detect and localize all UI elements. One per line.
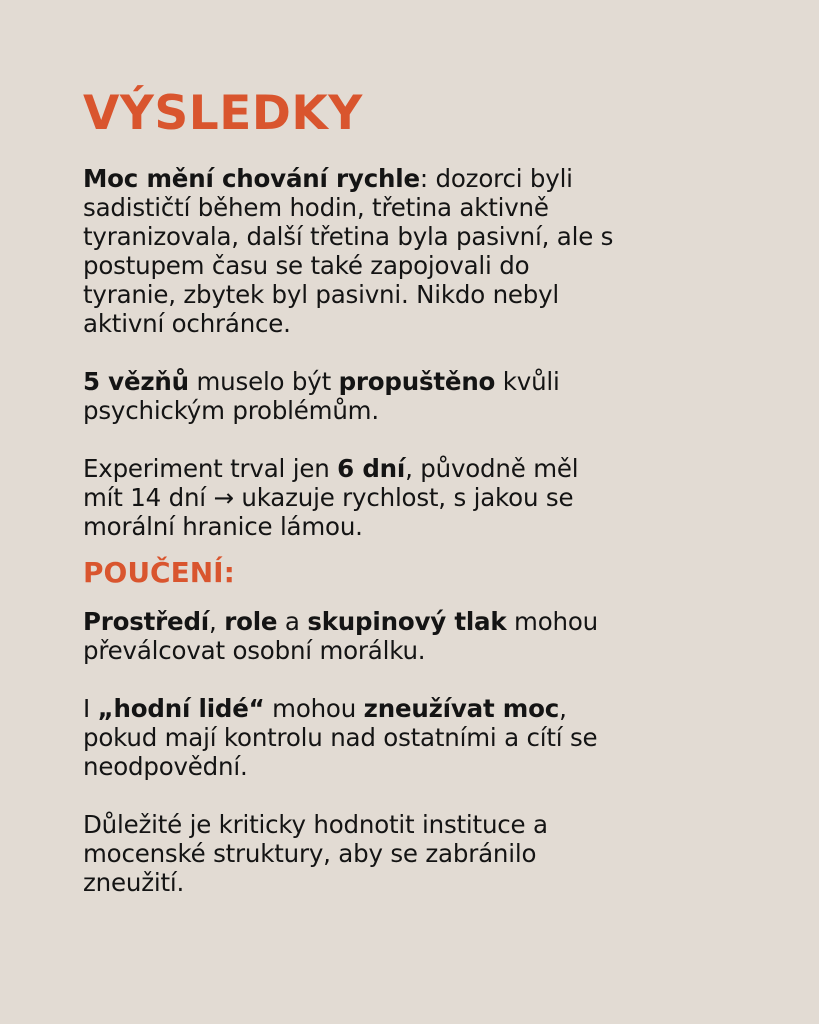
results-paragraph-3 bbox=[83, 454, 783, 541]
text-run: muselo být bbox=[188, 367, 339, 396]
text-run: , původně měl mít 14 dní → ukazuje rychlost, s jakou se morální hranice lámou. bbox=[83, 454, 579, 541]
results-paragraph-1 bbox=[83, 164, 783, 338]
text-run: I bbox=[83, 694, 98, 723]
bold-text: skupinový tlak bbox=[307, 607, 507, 636]
bold-text: Moc mění chování rychle bbox=[83, 164, 420, 193]
text-run: Důležité je kriticky hodnotit instituce a mocenské struktury, aby se zabránilo zneužití. bbox=[83, 810, 548, 897]
bold-text: „hodní lidé“ bbox=[97, 694, 265, 723]
bold-text: 6 dní bbox=[337, 454, 406, 483]
text-run: kvůli psychickým problémům. bbox=[83, 367, 560, 425]
bold-text: 5 vězňů bbox=[83, 367, 189, 396]
lesson-paragraph-1 bbox=[83, 607, 783, 665]
bold-text: propuštěno bbox=[338, 367, 496, 396]
page-title: VÝSLEDKY bbox=[83, 86, 363, 141]
text-run: : dozorci byli sadističtí během hodin, třetina aktivně tyranizovala, další třetina byla pasivní, ale s postupem času se také zapojovali do tyranie, zbytek byl pasivni. Nikdo nebyl aktivní ochránce. bbox=[83, 164, 614, 338]
bold-text: zneužívat moc bbox=[363, 694, 560, 723]
text-run: , pokud mají kontrolu nad ostatními a cítí se neodpovědní. bbox=[83, 694, 598, 781]
text-run: Experiment trval jen bbox=[83, 454, 338, 483]
results-paragraph-2 bbox=[83, 367, 783, 425]
lesson-paragraph-2 bbox=[83, 694, 783, 781]
text-run: mohou převálcovat osobní morálku. bbox=[83, 607, 598, 665]
text-run: mohou bbox=[264, 694, 364, 723]
bold-text: Prostředí bbox=[83, 607, 209, 636]
text-run: a bbox=[277, 607, 308, 636]
lesson-heading: POUČENÍ: bbox=[83, 556, 235, 589]
text-run: , bbox=[209, 607, 225, 636]
lesson-paragraph-3 bbox=[83, 810, 783, 897]
bold-text: role bbox=[224, 607, 278, 636]
content bbox=[83, 84, 783, 897]
